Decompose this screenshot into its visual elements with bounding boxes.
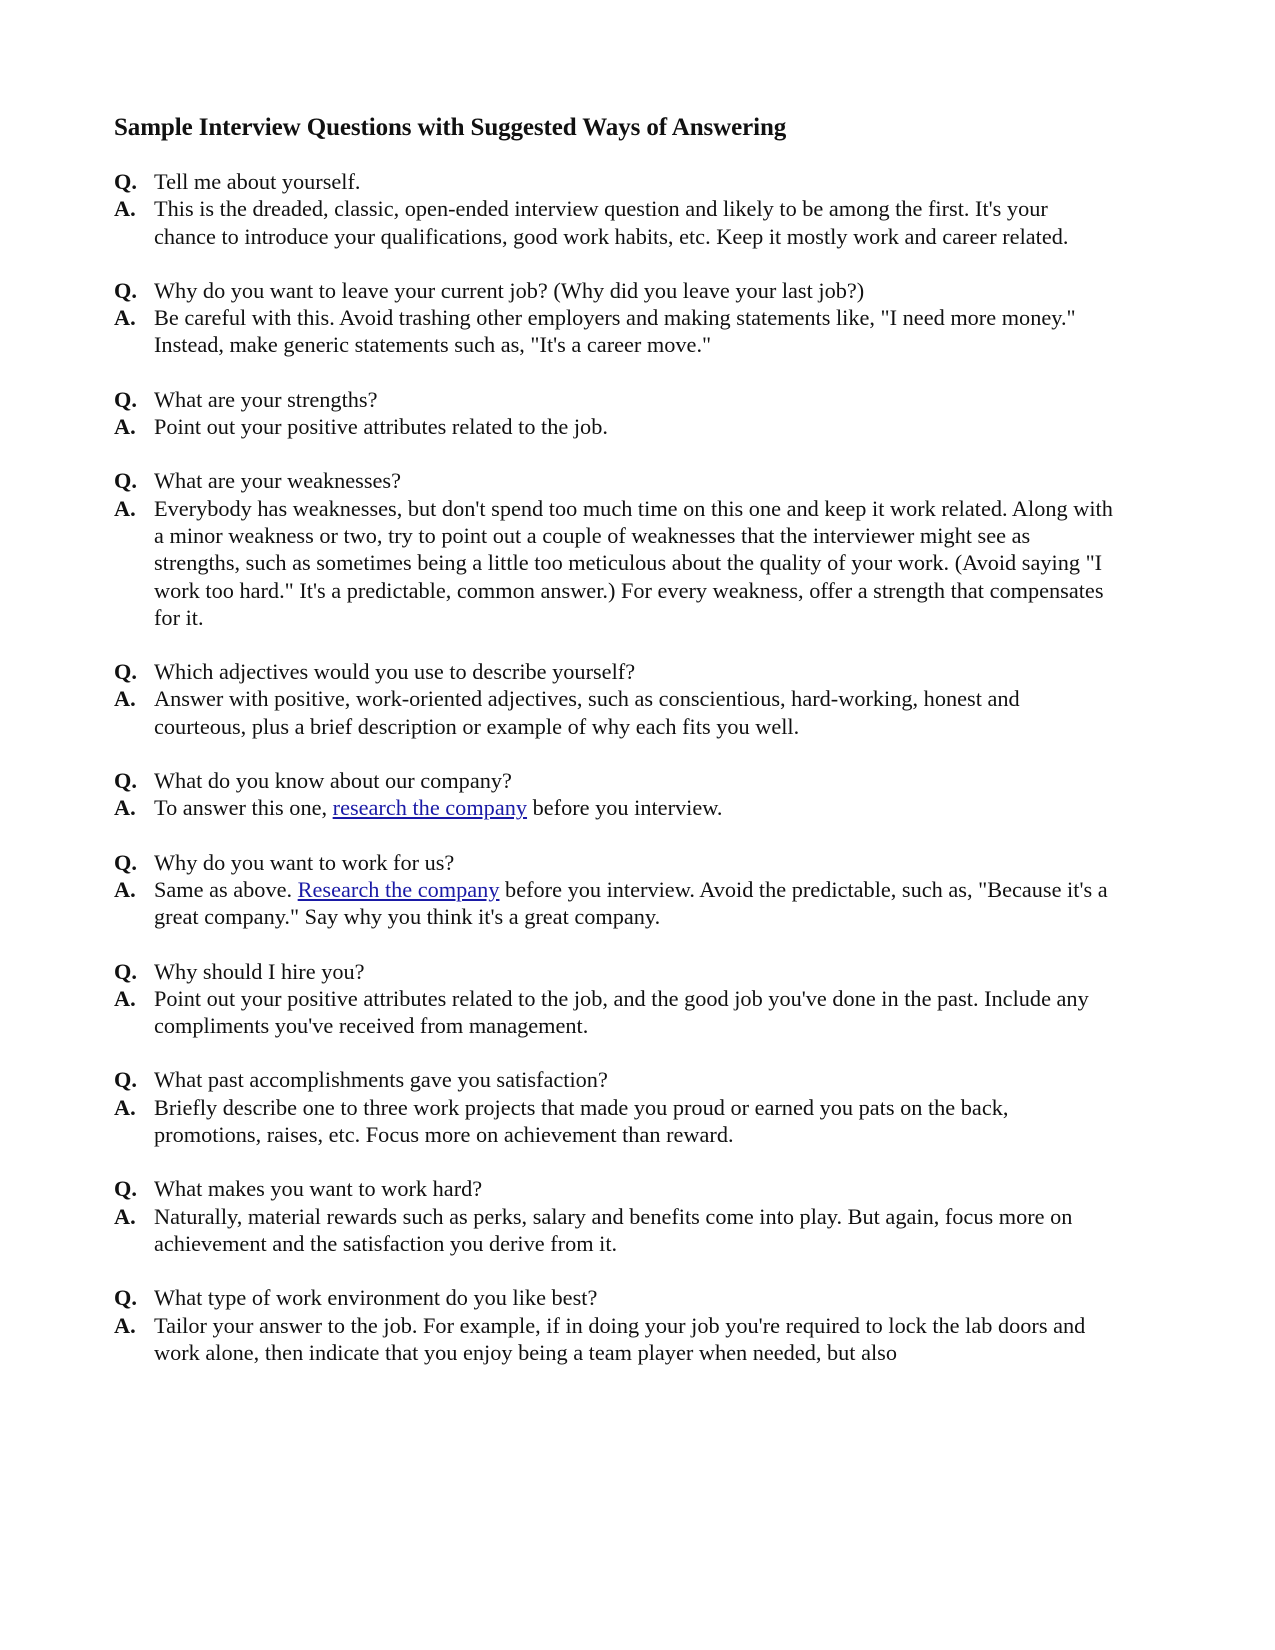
qa-item [114,849,1114,931]
answer-row [114,685,1114,740]
answer-text [154,876,1114,931]
a-label: A. [114,305,136,331]
document-page [114,113,1114,1393]
question-text: What are your weaknesses? [154,468,402,494]
qa-item [114,277,1114,359]
question-text: Tell me about yourself. [154,169,361,194]
question-text: Why do you want to leave your current job? (Why did you leave your last job?) [154,277,865,303]
answer-row [114,195,1114,250]
question-text: Why do you want to work for us? [154,849,455,875]
question-row [114,168,1114,195]
a-label: A. [114,795,136,821]
question-text: What are your strengths? [154,386,378,412]
answer-row [114,1312,1114,1367]
research-company-link[interactable]: Research the company [297,876,500,902]
qa-item [114,1175,1114,1257]
question-row [114,1066,1114,1093]
a-label: A. [114,876,136,902]
a-label: A. [114,414,136,440]
answer-text: Tailor your answer to the job. For example, if in doing your job you're required to lock the lab doors and work alone, then indicate that you enjoy being a team player when needed, but also [154,1312,1086,1365]
question-text: What past accomplishments gave you satisfaction? [154,1067,608,1093]
answer-row [114,304,1114,359]
q-label: Q. [114,277,137,303]
answer-row [114,794,1114,821]
qa-item [114,1284,1114,1366]
qa-item [114,958,1114,1040]
answer-row [114,985,1114,1040]
answer-row [114,876,1114,931]
a-label: A. [114,1094,136,1120]
answer-text: Naturally, material rewards such as perks, salary and benefits come into play. But again, focus more on achievement and the satisfaction you derive from it. [154,1203,1073,1256]
a-label: A. [114,495,136,521]
q-label: Q. [114,768,137,794]
question-text: What do you know about our company? [154,768,512,794]
a-label: A. [114,1203,136,1229]
answer-row [114,1094,1114,1149]
q-label: Q. [114,849,137,875]
q-label: Q. [114,1285,137,1311]
a-label: A. [114,1312,136,1338]
answer-text: Be careful with this. Avoid trashing other employers and making statements like, "I need more money." Instead, make generic statements such as, "It's a career move." [154,305,1076,358]
qa-item [114,467,1114,631]
answer-text-after: before you interview. [527,795,723,821]
answer-row [114,495,1114,631]
research-company-link[interactable]: research the company [332,795,528,821]
question-row [114,277,1114,304]
qa-item [114,658,1114,740]
question-text: What makes you want to work hard? [154,1176,483,1202]
question-text: Which adjectives would you use to describe yourself? [154,659,636,685]
q-label: Q. [114,659,137,685]
answer-text: Everybody has weaknesses, but don't spend too much time on this one and keep it work related. Along with a minor weakness or two, try to point out a couple of weaknesses that the interviewer might see as strengths, such as sometimes being a little too meticulous about the quality of your work. (Avoid saying "I work too hard." It's a predictable, common answer.) For every weakness, offer a strength that compensates for it. [154,495,1113,630]
answer-text-after: before you interview. Avoid the predictable, such as, "Because it's a great company." Say why you think it's a great company. [154,876,1108,930]
a-label: A. [114,985,136,1011]
question-row [114,958,1114,985]
a-label: A. [114,686,136,712]
answer-text-before: Same as above. [154,876,298,902]
q-label: Q. [114,169,137,194]
qa-item [114,168,1114,250]
qa-item [114,386,1114,441]
document-title: Sample Interview Questions with Suggested Ways of Answering [114,114,787,141]
q-label: Q. [114,958,137,984]
question-row [114,386,1114,413]
answer-text [154,794,1114,821]
q-label: Q. [114,386,137,412]
q-label: Q. [114,468,137,494]
answer-text: Point out your positive attributes related to the job. [154,414,608,440]
answer-row [114,1203,1114,1258]
question-text: Why should I hire you? [154,958,365,984]
a-label: A. [114,196,136,222]
answer-text: Point out your positive attributes related to the job, and the good job you've done in the past. Include any compliments you've received from management. [154,985,1089,1039]
answer-text-before: To answer this one, [154,795,333,821]
question-row [114,467,1114,494]
question-row [114,1284,1114,1311]
question-row [114,658,1114,685]
q-label: Q. [114,1176,137,1202]
qa-item [114,767,1114,822]
q-label: Q. [114,1067,137,1093]
question-text: What type of work environment do you like best? [154,1285,598,1311]
question-row [114,1175,1114,1202]
answer-text: Briefly describe one to three work projects that made you proud or earned you pats on the back, promotions, raises, etc. Focus more on achievement than reward. [154,1094,1009,1148]
qa-item [114,1066,1114,1148]
answer-text: Answer with positive, work-oriented adjectives, such as conscientious, hard-working, honest and courteous, plus a brief description or example of why each fits you well. [154,686,1020,739]
question-row [114,849,1114,876]
answer-text: This is the dreaded, classic, open-ended interview question and likely to be among the first. It's your chance to introduce your qualifications, good work habits, etc. Keep it mostly work and career related. [154,196,1069,249]
answer-row [114,413,1114,440]
question-row [114,767,1114,794]
